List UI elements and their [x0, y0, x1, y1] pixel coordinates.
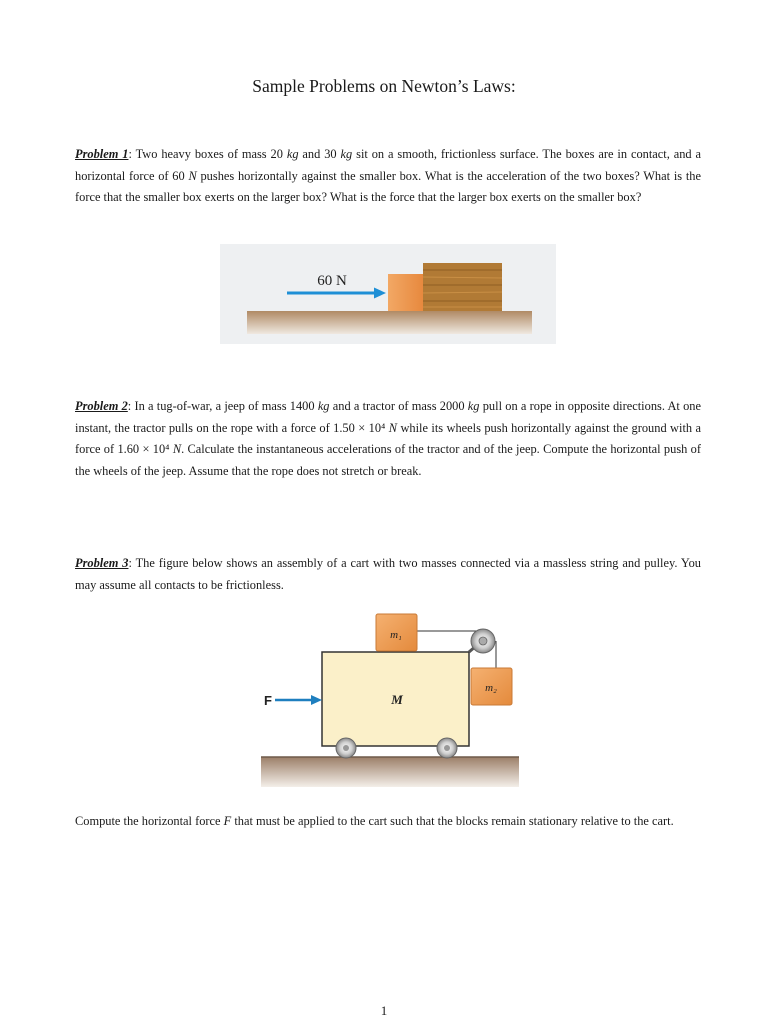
- figure-cart-pulley: [255, 608, 525, 788]
- small-box: [388, 274, 424, 311]
- problem-1-label: Problem 1: [75, 147, 129, 161]
- force-label-60n: 60 N: [317, 273, 347, 289]
- problem-3-label: Problem 3: [75, 556, 129, 570]
- m2-label: m₂: [485, 682, 497, 694]
- problem-1-text: Problem 1: Two heavy boxes of mass 20 kg and 30 kg sit on a smooth, frictionless surface. The boxes are in contact, and a horizontal force of 60 N pushes horizontally against the smaller box. What is the acceleration of the two boxes? What is the force that the smaller box exerts on the larger box? What is the force that the larger box exerts on the smaller box?: [75, 147, 702, 205]
- closing-question: Compute the horizontal force F that must be applied to the cart such that the blocks remain stationary relative to the cart.: [75, 814, 674, 828]
- problem-2-label: Problem 2: [75, 399, 128, 413]
- m1-label: m₁: [390, 629, 402, 641]
- page-title: Sample Problems on Newton’s Laws:: [252, 76, 516, 96]
- cart-mass-label: M: [391, 692, 403, 707]
- wheel-right: [437, 738, 457, 758]
- applied-force-arrow: [275, 695, 322, 705]
- large-wooden-box: [423, 263, 502, 311]
- ground-surface-2: [261, 757, 519, 787]
- page-number: 1: [380, 1003, 388, 1018]
- problem-2-text: Problem 2: In a tug-of-war, a jeep of mass 1400 kg and a tractor of mass 2000 kg pull on a rope in opposite directions. At one instant, the tractor pulls on the rope with a force of 1.50 × 10⁴ N while its wheels push horizontally against the ground with a force of 1.60 × 10⁴ N. Calculate the instantaneous accelerations of the tractor and of the jeep. Compute the horizontal push of the wheels of the jeep. Assume that the rope does not stretch or break.: [75, 399, 702, 478]
- wheel-left: [336, 738, 356, 758]
- force-f-label: F: [264, 693, 272, 708]
- pulley: [469, 629, 495, 653]
- ground-surface: [247, 311, 532, 334]
- problem-3-text: Problem 3: The figure below shows an assembly of a cart with two masses connected via a massless string and pulley. You may assume all contacts to be frictionless.: [75, 556, 701, 592]
- figure-boxes-on-surface: [220, 244, 556, 344]
